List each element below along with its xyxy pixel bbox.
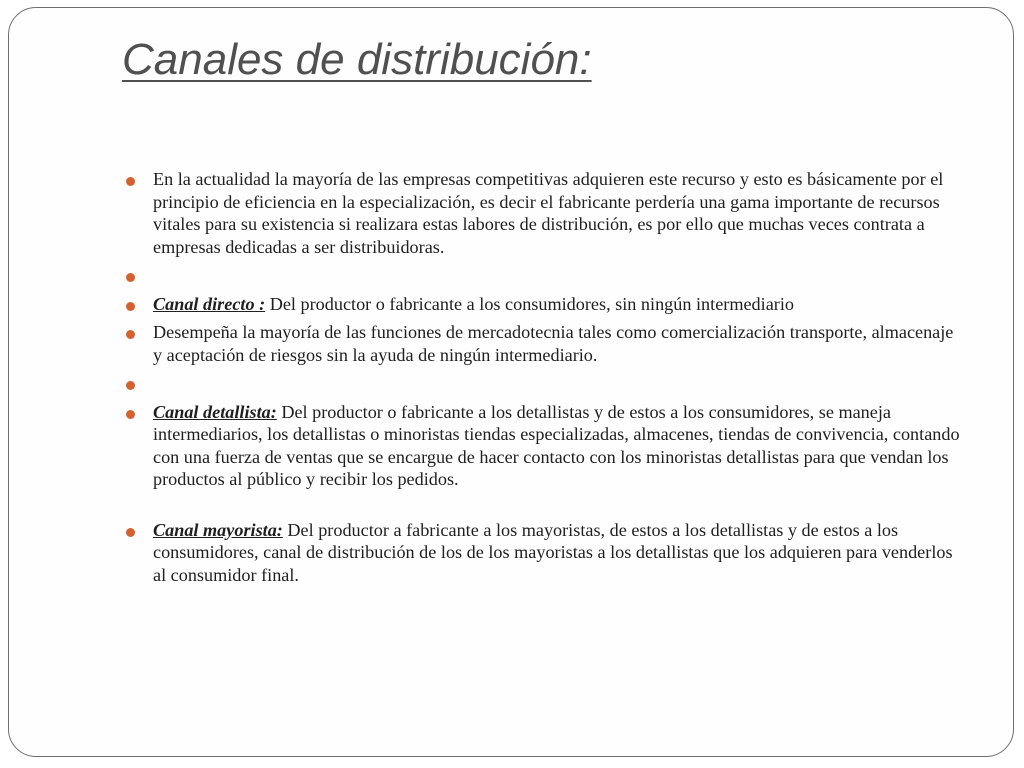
bullet-term: Canal directo : xyxy=(153,293,266,314)
bullet-item xyxy=(126,168,966,258)
bullet-dot-icon xyxy=(126,381,135,390)
bullet-dot-icon xyxy=(126,528,135,537)
bullet-item xyxy=(126,321,966,366)
slide-frame xyxy=(8,7,1014,757)
bullet-dot-icon xyxy=(126,177,135,186)
slide-title: Canales de distribución: xyxy=(122,35,592,84)
bullet-dot-icon xyxy=(126,330,135,339)
bullet-text: Del productor o fabricante a los detallistas y de estos a los consumidores, se maneja intermediarios, los detallistas o minoristas tiendas especializadas, almacenes, tiendas de convivencia, contando con una fuerza de ventas que se encargue de hacer contacto con los minoristas detallistas para que vendan los productos al público y recibir los pedidos. xyxy=(153,401,960,489)
bullet-text: Del productor a fabricante a los mayoristas, de estos a los detallistas y de estos a los consumidores, canal de distribución de los de los mayoristas a los detallistas que los adquieren para venderlos al consumidor final. xyxy=(153,519,953,585)
bullet-text: Del productor o fabricante a los consumidores, sin ningún intermediario xyxy=(265,293,794,314)
bullet-term: Canal detallista: xyxy=(153,401,277,422)
bullet-item-canal-directo xyxy=(126,293,966,316)
bullet-item-empty xyxy=(126,372,966,395)
bullet-text: Desempeña la mayoría de las funciones de mercadotecnia tales como comercialización transporte, almacenaje y aceptación de riesgos sin la ayuda de ningún intermediario. xyxy=(153,322,954,365)
bullet-item-empty xyxy=(126,264,966,287)
bullet-list xyxy=(126,168,966,586)
bullet-dot-icon xyxy=(126,410,135,419)
bullet-term: Canal mayorista: xyxy=(153,519,283,540)
bullet-text: En la actualidad la mayoría de las empresas competitivas adquieren este recurso y esto es básicamente por el principio de eficiencia en la especialización, es decir el fabricante perdería una gama importante de recursos vitales para su existencia si realizara estas labores de distribución, es por ello que muchas veces contrata a empresas dedicadas a ser distribuidoras. xyxy=(153,169,944,257)
bullet-item-canal-detallista xyxy=(126,401,966,491)
bullet-dot-icon xyxy=(126,302,135,311)
bullet-item-canal-mayorista xyxy=(126,519,966,587)
bullet-dot-icon xyxy=(126,273,135,282)
